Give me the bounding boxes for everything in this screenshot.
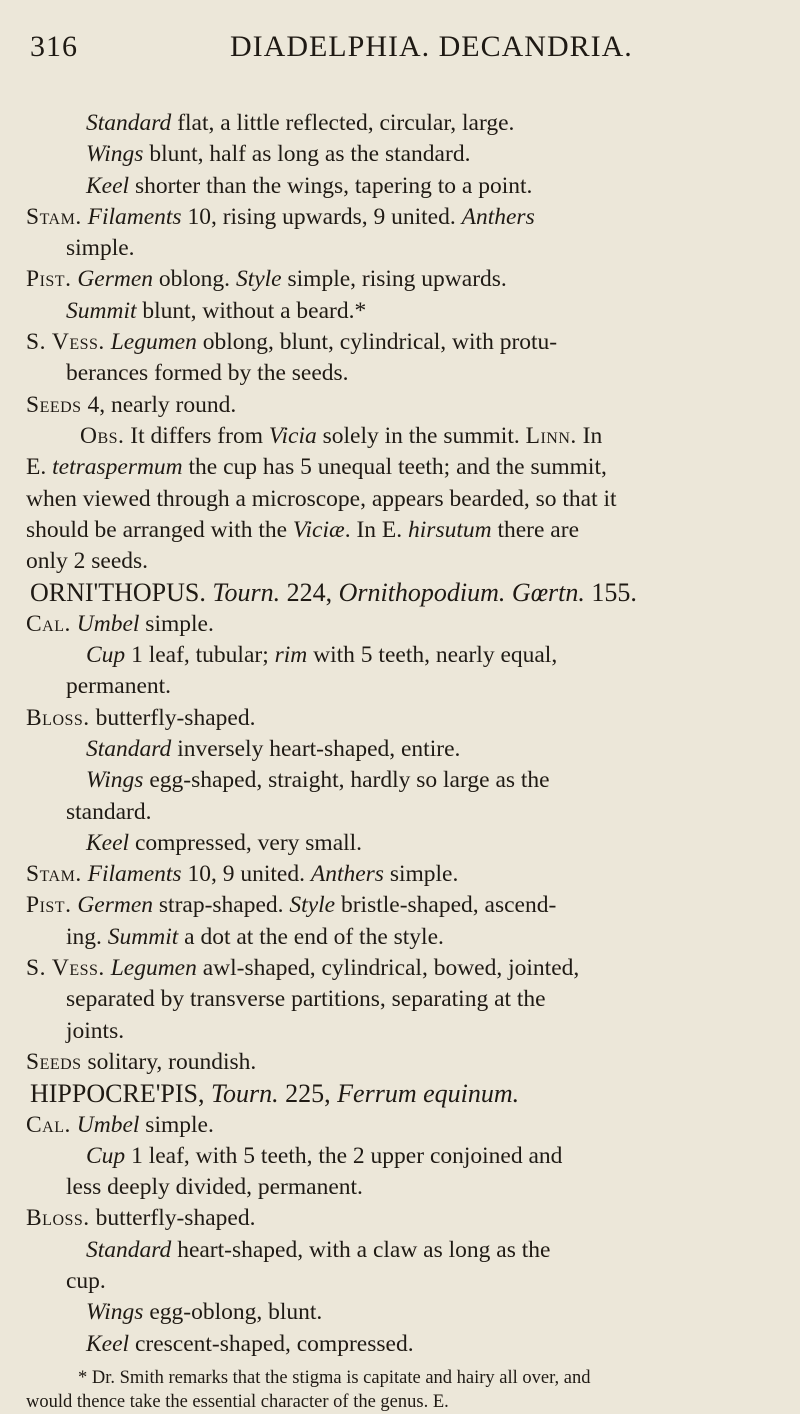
- text-line: [26, 734, 778, 765]
- text-run: ing.: [66, 923, 108, 950]
- footnote-line: would thence take the essential character of the genus. E.: [26, 1391, 449, 1412]
- text-line: [26, 515, 778, 546]
- italic-term: Cup: [86, 642, 126, 669]
- italic-term: Filaments: [87, 203, 182, 230]
- text-line: [26, 390, 778, 421]
- italic-term: Style: [235, 266, 282, 293]
- section-label: S. Vess.: [26, 955, 105, 982]
- italic-term: Umbel: [76, 610, 140, 637]
- italic-term: Keel: [86, 1330, 130, 1357]
- italic-term: Standard: [86, 110, 172, 136]
- text-line: [26, 1203, 778, 1234]
- text-line: [26, 421, 778, 452]
- text-line: [26, 1329, 778, 1360]
- italic-term: Cup: [86, 1142, 126, 1169]
- text-run: HIPPOCRE'PIS,: [30, 1079, 211, 1109]
- text-run: 155.: [584, 578, 637, 608]
- text-line: [26, 765, 778, 796]
- text-line: [26, 953, 778, 984]
- italic-term: rim: [274, 642, 308, 669]
- italic-term: Tourn.: [210, 1079, 279, 1109]
- text-run: egg-shaped, straight, hardly so large as the: [143, 767, 550, 794]
- text-line: [26, 890, 778, 921]
- section-label: Seeds: [26, 391, 82, 418]
- section-label: Cal.: [26, 1111, 71, 1138]
- text-run: the cup has 5 unequal teeth; and the summit,: [182, 454, 607, 481]
- text-run: cup.: [66, 1267, 106, 1294]
- text-run: strap-shaped.: [153, 892, 290, 919]
- text-line: [26, 609, 778, 640]
- text-run: simple.: [139, 1111, 214, 1138]
- text-run: there are: [491, 516, 579, 543]
- text-line: [26, 1016, 778, 1047]
- text-run: oblong, blunt, cylindrical, with protu-: [196, 329, 558, 356]
- genus-heading: [26, 577, 778, 608]
- text-line: [26, 233, 778, 264]
- text-line: [26, 1141, 778, 1172]
- section-label: Pist.: [26, 266, 72, 293]
- section-label: Pist.: [26, 892, 72, 919]
- text-run: a dot at the end of the style.: [178, 923, 444, 950]
- text-run: when viewed through a microscope, appears bearded, so that it: [26, 485, 617, 512]
- italic-term: Tourn.: [212, 578, 281, 608]
- text-run: 10, rising upwards, 9 united.: [181, 203, 462, 230]
- italic-term: Germen: [77, 892, 154, 919]
- section-label: Seeds: [26, 1048, 82, 1075]
- text-run: less deeply divided, permanent.: [66, 1174, 363, 1201]
- text-line: [26, 108, 778, 139]
- section-label: S. Vess.: [26, 329, 105, 356]
- italic-term: Keel: [86, 172, 130, 199]
- text-line: [26, 703, 778, 734]
- text-run: It differs from: [124, 422, 269, 449]
- text-run: In: [576, 422, 603, 449]
- text-run: only 2 seeds.: [26, 548, 149, 575]
- text-run: 1 leaf, with 5 teeth, the 2 upper conjoined and: [125, 1142, 563, 1169]
- italic-term: hirsutum: [408, 516, 492, 543]
- text-run: joints.: [66, 1017, 125, 1044]
- text-line: [26, 797, 778, 828]
- text-line: [26, 264, 778, 295]
- text-run: crescent-shaped, compressed.: [129, 1330, 414, 1357]
- text-run: separated by transverse partitions, separating at the: [66, 986, 546, 1013]
- section-label: Bloss.: [26, 704, 90, 731]
- text-run: simple, rising upwards.: [281, 266, 507, 293]
- text-run: berances formed by the seeds.: [66, 360, 349, 387]
- text-line: [26, 202, 778, 233]
- section-label: Stam.: [26, 203, 82, 230]
- section-label: Bloss.: [26, 1205, 90, 1232]
- text-line: [26, 859, 778, 890]
- text-run: 4, nearly round.: [81, 391, 237, 418]
- text-run: E.: [26, 454, 53, 481]
- text-run: awl-shaped, cylindrical, bowed, jointed,: [196, 955, 580, 982]
- text-run: ORNI'THOPUS.: [30, 578, 213, 608]
- italic-term: Legumen: [110, 329, 197, 356]
- text-run: bristle-shaped, ascend-: [335, 892, 557, 919]
- section-label: Linn.: [525, 422, 577, 449]
- text-line: [26, 1172, 778, 1203]
- text-run: compressed, very small.: [129, 829, 363, 856]
- text-run: shorter than the wings, tapering to a point.: [129, 172, 533, 199]
- italic-term: Summit: [107, 923, 179, 950]
- text-line: [26, 139, 778, 170]
- text-run: simple.: [139, 610, 214, 637]
- text-line: [26, 1047, 778, 1078]
- text-run: standard.: [66, 798, 152, 825]
- italic-term: Ornithopodium. Gœrtn.: [338, 578, 585, 608]
- text-line: [26, 828, 778, 859]
- section-label: Cal.: [26, 610, 71, 637]
- text-line: [26, 922, 778, 953]
- italic-term: Style: [289, 892, 336, 919]
- italic-term: Keel: [86, 829, 130, 856]
- text-line: [26, 484, 778, 515]
- text-run: permanent.: [66, 673, 172, 700]
- text-run: 224,: [280, 578, 339, 608]
- text-line: [26, 1110, 778, 1141]
- italic-term: Viciæ: [292, 516, 345, 543]
- text-run: . In E.: [344, 516, 409, 543]
- text-line: [26, 1266, 778, 1297]
- text-line: [26, 546, 778, 577]
- italic-term: Standard: [86, 735, 172, 762]
- text-run: 10, 9 united.: [181, 861, 311, 888]
- body-text: [26, 108, 778, 1414]
- italic-term: Wings: [86, 141, 144, 168]
- text-run: 225,: [278, 1079, 338, 1109]
- text-run: 1 leaf, tubular;: [125, 642, 275, 669]
- italic-term: Umbel: [76, 1111, 140, 1138]
- text-run: flat, a little reflected, circular, large.: [171, 110, 515, 136]
- text-line: [26, 358, 778, 389]
- genus-heading: [26, 1078, 778, 1109]
- text-line: [26, 1297, 778, 1328]
- italic-term: Wings: [86, 767, 144, 794]
- italic-term: tetraspermum: [52, 454, 183, 481]
- text-run: butterfly-shaped.: [89, 1205, 256, 1232]
- section-label: Obs.: [80, 422, 125, 449]
- italic-term: Vicia: [268, 422, 317, 449]
- text-run: butterfly-shaped.: [89, 704, 256, 731]
- text-line: [26, 296, 778, 327]
- text-run: egg-oblong, blunt.: [143, 1299, 323, 1326]
- footnote-line: * Dr. Smith remarks that the stigma is capitate and hairy all over, and: [78, 1367, 591, 1388]
- italic-term: Wings: [86, 1299, 144, 1326]
- text-run: solitary, roundish.: [81, 1048, 257, 1075]
- text-line: [26, 327, 778, 358]
- text-line: [26, 171, 778, 202]
- text-run: inversely heart-shaped, entire.: [171, 735, 461, 762]
- text-line: [26, 984, 778, 1015]
- text-run: solely in the summit.: [316, 422, 526, 449]
- section-label: Stam.: [26, 861, 82, 888]
- text-line: [26, 1235, 778, 1266]
- page-number: 316: [30, 30, 78, 63]
- text-run: should be arranged with the: [26, 516, 293, 543]
- italic-term: Anthers: [461, 203, 535, 230]
- italic-term: Legumen: [110, 955, 197, 982]
- text-run: blunt, without a beard.*: [136, 297, 367, 324]
- italic-term: Summit: [66, 297, 137, 324]
- text-run: simple.: [66, 235, 135, 262]
- italic-term: Anthers: [310, 861, 384, 888]
- italic-term: Germen: [77, 266, 154, 293]
- italic-term: Standard: [86, 1236, 172, 1263]
- text-run: with 5 teeth, nearly equal,: [307, 642, 558, 669]
- text-line: [26, 452, 778, 483]
- italic-term: Filaments: [87, 861, 182, 888]
- text-run: heart-shaped, with a claw as long as the: [171, 1236, 551, 1263]
- text-run: simple.: [383, 861, 459, 888]
- text-line: [26, 640, 778, 671]
- running-title: DIADELPHIA. DECANDRIA.: [230, 30, 633, 63]
- text-run: oblong.: [153, 266, 236, 293]
- text-run: blunt, half as long as the standard.: [143, 141, 471, 168]
- italic-term: Ferrum equinum.: [337, 1079, 520, 1109]
- text-line: [26, 671, 778, 702]
